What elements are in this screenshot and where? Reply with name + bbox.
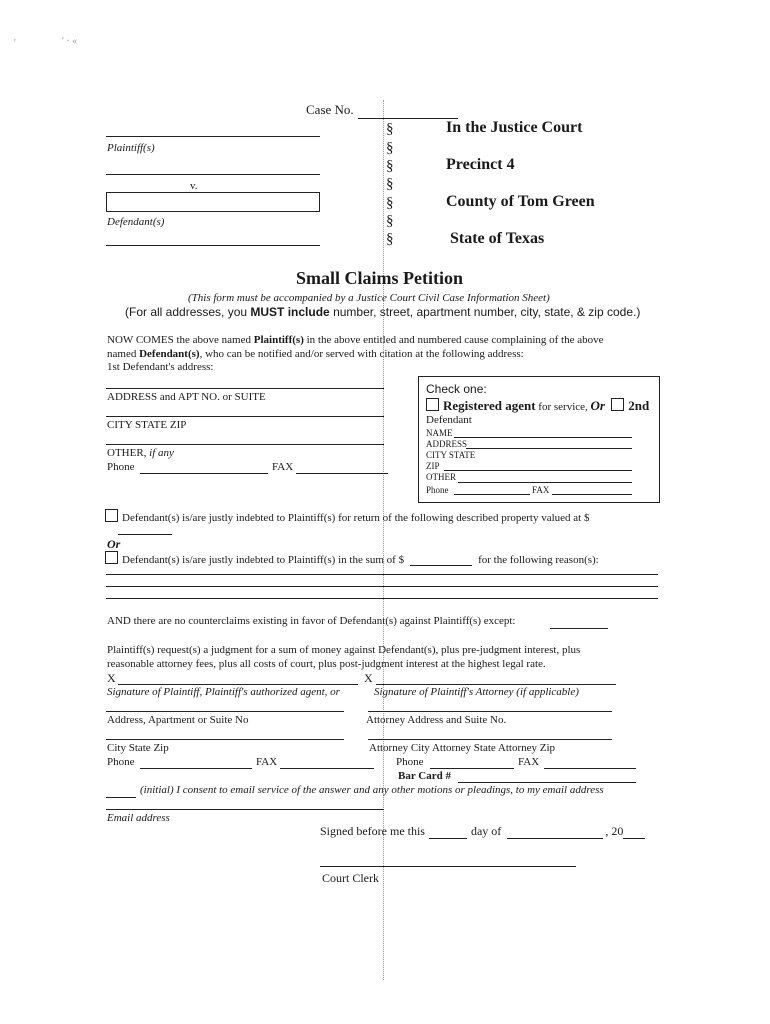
registered-agent-row: Registered agent for service, Or 2nd (426, 398, 649, 414)
fax-label-2: FAX (532, 485, 550, 495)
attorney-address-label: Attorney Address and Suite No. (366, 714, 507, 726)
property-claim-checkbox[interactable] (105, 509, 118, 522)
case-no-label: Case No. (306, 102, 354, 117)
fax-field[interactable] (296, 473, 388, 474)
plaintiff-phone-label: Phone (107, 756, 135, 768)
address-field-2[interactable] (466, 448, 632, 449)
state-name: State of Texas (450, 230, 545, 247)
court-clerk-label: Court Clerk (322, 871, 379, 885)
section-symbol: § (386, 121, 394, 137)
email-field[interactable] (106, 809, 384, 810)
attorney-city-field[interactable] (368, 739, 612, 740)
section-symbol: § (386, 231, 394, 247)
plaintiff-fax-label: FAX (256, 756, 278, 768)
section-symbol: § (386, 158, 394, 174)
plaintiff-city-field[interactable] (106, 739, 344, 740)
phone-field-2[interactable] (454, 494, 530, 495)
section-symbol: § (386, 213, 394, 229)
intro-line-1: NOW COMES the above named Plaintiff(s) in the above entitled and numbered cause complaining of the above (107, 334, 604, 346)
judgment-line-2: reasonable attorney fees, plus all costs of court, plus post-judgment interest at the highest legal rate. (107, 658, 546, 670)
bar-card-field[interactable] (458, 782, 636, 783)
plaintiff-field-2[interactable] (106, 174, 320, 175)
county-name: County of Tom Green (446, 193, 595, 210)
bar-card-label: Bar Card # (398, 770, 451, 782)
case-no-field[interactable] (358, 118, 458, 119)
fax-field-2[interactable] (552, 494, 632, 495)
phone-label-2: Phone (426, 485, 449, 495)
plaintiff-city-label: City State Zip (107, 742, 169, 754)
reason-line-1[interactable] (106, 574, 658, 575)
fax-label: FAX (272, 461, 294, 473)
section-symbol: § (386, 176, 394, 192)
plaintiff-address-field[interactable] (106, 711, 344, 712)
plaintiff-signature-field[interactable] (118, 684, 358, 685)
plaintiff-signature-label: Signature of Plaintiff, Plaintiff's authorized agent, or (107, 686, 340, 698)
counterclaims-field[interactable] (550, 628, 608, 629)
attorney-fax-field[interactable] (544, 768, 636, 769)
second-defendant-checkbox[interactable] (611, 398, 624, 411)
signed-before-text: Signed before me this day of , 20 (320, 824, 645, 839)
fold-line (383, 100, 384, 980)
defendant-label: Defendant(s) (107, 216, 165, 228)
section-symbol: § (386, 140, 394, 156)
attorney-address-field[interactable] (368, 711, 612, 712)
other-label: OTHER, if any (107, 447, 174, 459)
clerk-signature-field[interactable] (320, 866, 576, 867)
phone-label: Phone (107, 461, 135, 473)
plaintiff-field[interactable] (106, 136, 320, 137)
plaintiff-fax-field[interactable] (280, 768, 374, 769)
property-claim: Defendant(s) is/are justly indebted to Plaintiff(s) for return of the following described property valued at $ (105, 509, 589, 524)
intro-line-3: 1st Defendant's address: (107, 361, 214, 373)
attorney-phone-label: Phone (396, 756, 424, 768)
section-symbol: § (386, 195, 394, 211)
defendant-field-2[interactable] (106, 245, 320, 246)
attorney-phone-field[interactable] (430, 768, 514, 769)
plaintiff-phone-field[interactable] (140, 768, 252, 769)
attorney-signature-field[interactable] (376, 684, 616, 685)
email-consent-text: (initial) I consent to email service of the answer and any other motions or pleadings, to my email address (140, 784, 604, 796)
city-state-zip-label: CITY STATE ZIP (107, 419, 187, 431)
other-label-2: OTHER (426, 472, 456, 482)
reason-line-2[interactable] (106, 586, 658, 587)
registered-agent-checkbox[interactable] (426, 398, 439, 411)
name-field[interactable] (454, 437, 632, 438)
plaintiff-x-mark: X (107, 671, 116, 685)
intro-line-2: named Defendant(s), who can be notified and/or served with citation at the following address: (107, 348, 524, 360)
attorney-signature-label: Signature of Plaintiff's Attorney (if applicable) (374, 686, 579, 698)
address-instructions: (For all addresses, you MUST include number, street, apartment number, city, state, & zip code.) (125, 305, 641, 319)
court-name: In the Justice Court (446, 119, 583, 136)
phone-field[interactable] (140, 473, 268, 474)
plaintiff-label: Plaintiff(s) (107, 142, 155, 154)
other-field[interactable] (106, 444, 384, 445)
plaintiff-address-label: Address, Apartment or Suite No (107, 714, 249, 726)
attorney-x-mark: X (364, 671, 373, 685)
sum-claim-checkbox[interactable] (105, 551, 118, 564)
check-one-title: Check one: (426, 382, 487, 396)
sum-claim: Defendant(s) is/are justly indebted to Plaintiff(s) in the sum of $ for the following reason(s): (105, 551, 599, 566)
counterclaims-text: AND there are no counterclaims existing in favor of Defendant(s) against Plaintiff(s) except: (107, 615, 516, 627)
scan-speck: ' · « (62, 36, 78, 47)
precinct-name: Precinct 4 (446, 156, 515, 173)
reason-line-3[interactable] (106, 598, 658, 599)
other-field-2[interactable] (458, 482, 632, 483)
defendant-field[interactable] (106, 192, 320, 212)
or-label: Or (107, 537, 121, 551)
name-label: NAME (426, 428, 453, 438)
scan-speck: ' (14, 38, 16, 49)
city-state-label: CITY STATE (426, 450, 476, 460)
attorney-city-label: Attorney City Attorney State Attorney Zip (369, 742, 556, 754)
form-note: (This form must be accompanied by a Justice Court Civil Case Information Sheet) (188, 292, 550, 304)
attorney-fax-label: FAX (518, 756, 540, 768)
zip-field[interactable] (444, 470, 632, 471)
address-field[interactable] (106, 388, 384, 389)
judgment-line-1: Plaintiff(s) request(s) a judgment for a sum of money against Defendant(s), plus pre-judgment interest, plus (107, 644, 581, 656)
address-label: ADDRESS and APT NO. or SUITE (107, 391, 266, 403)
versus-label: v. (190, 180, 198, 192)
consent-initial-field[interactable] (106, 797, 136, 798)
property-value-field[interactable] (118, 534, 172, 535)
city-field[interactable] (106, 416, 384, 417)
form-title: Small Claims Petition (296, 268, 463, 288)
defendant-sub-label: Defendant (426, 414, 472, 426)
zip-label: ZIP (426, 461, 440, 471)
email-label: Email address (107, 812, 170, 824)
address-label-2: ADDRESS (426, 439, 468, 449)
